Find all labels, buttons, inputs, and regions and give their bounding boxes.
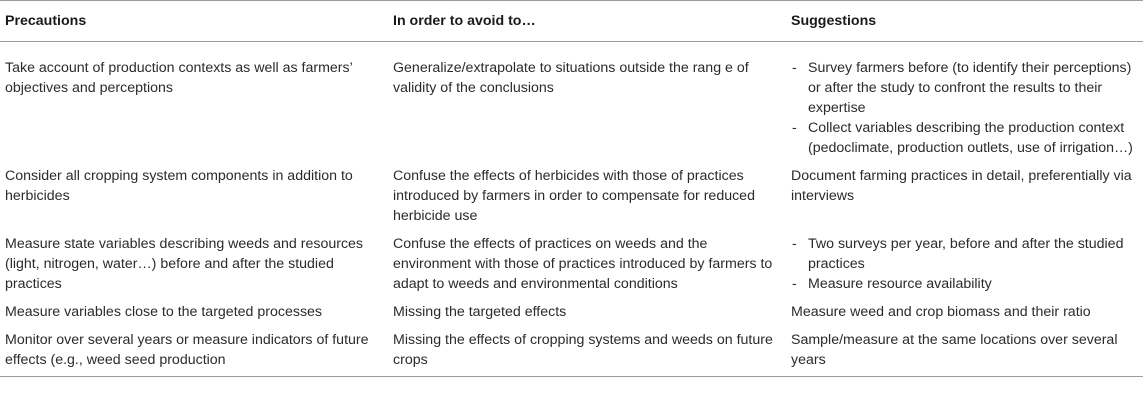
- table-row: [0, 227, 1143, 295]
- table-row: [0, 42, 1143, 160]
- precaution-cell: Consider all cropping system components in addition to herbicides: [5, 168, 353, 204]
- suggestion-cell: [786, 42, 1143, 160]
- precaution-cell: Measure state variables describing weeds and resources (light, nitrogen, water…) before and after the studied practices: [5, 236, 364, 292]
- header-row: [0, 1, 1143, 42]
- table-row: [0, 159, 1143, 227]
- suggestion-cell: Measure weed and crop biomass and their ratio: [791, 304, 1091, 320]
- avoid-cell: Generalize/extrapolate to situations outside the rang e of validity of the conclusions: [393, 60, 749, 96]
- suggestion-list: [791, 234, 1135, 294]
- suggestion-cell: Document farming practices in detail, preferentially via interviews: [791, 168, 1132, 204]
- table-body: [0, 42, 1143, 377]
- precaution-cell: Measure variables close to the targeted processes: [5, 304, 323, 320]
- avoid-cell: Confuse the effects of herbicides with those of practices introduced by farmers in order to compensate for reduced herbicide use: [393, 168, 755, 224]
- suggestion-cell: [786, 227, 1143, 295]
- suggestion-item: - Survey farmers before (to identify their perceptions) or after the study to confront the results to their expertise: [791, 58, 1135, 118]
- suggestion-item: - Measure resource availability: [791, 274, 1135, 294]
- table-row: [0, 323, 1143, 377]
- suggestion-item: - Collect variables describing the production context (pedoclimate, production outlets, use of irrigation…): [791, 118, 1135, 158]
- suggestion-list: [791, 58, 1135, 158]
- avoid-cell: Missing the targeted effects: [393, 304, 567, 320]
- header-precautions: Precautions: [0, 1, 388, 42]
- precaution-cell: Monitor over several years or measure indicators of future effects (e.g., weed seed production: [0, 323, 388, 377]
- avoid-cell: Confuse the effects of practices on weeds and the environment with those of practices introduced by farmers to adapt to weeds and environmental conditions: [393, 236, 773, 292]
- table-row: [0, 295, 1143, 323]
- avoid-cell: Missing the effects of cropping systems and weeds on future crops: [388, 323, 786, 377]
- precaution-cell: Take account of production contexts as well as farmers’ objectives and perceptions: [5, 60, 353, 96]
- suggestion-item: - Two surveys per year, before and after the studied practices: [791, 234, 1135, 274]
- header-avoid: In order to avoid to…: [388, 1, 786, 42]
- table-header: [0, 1, 1143, 42]
- suggestion-cell: Sample/measure at the same locations over several years: [786, 323, 1143, 377]
- header-suggestions: Suggestions: [786, 1, 1143, 42]
